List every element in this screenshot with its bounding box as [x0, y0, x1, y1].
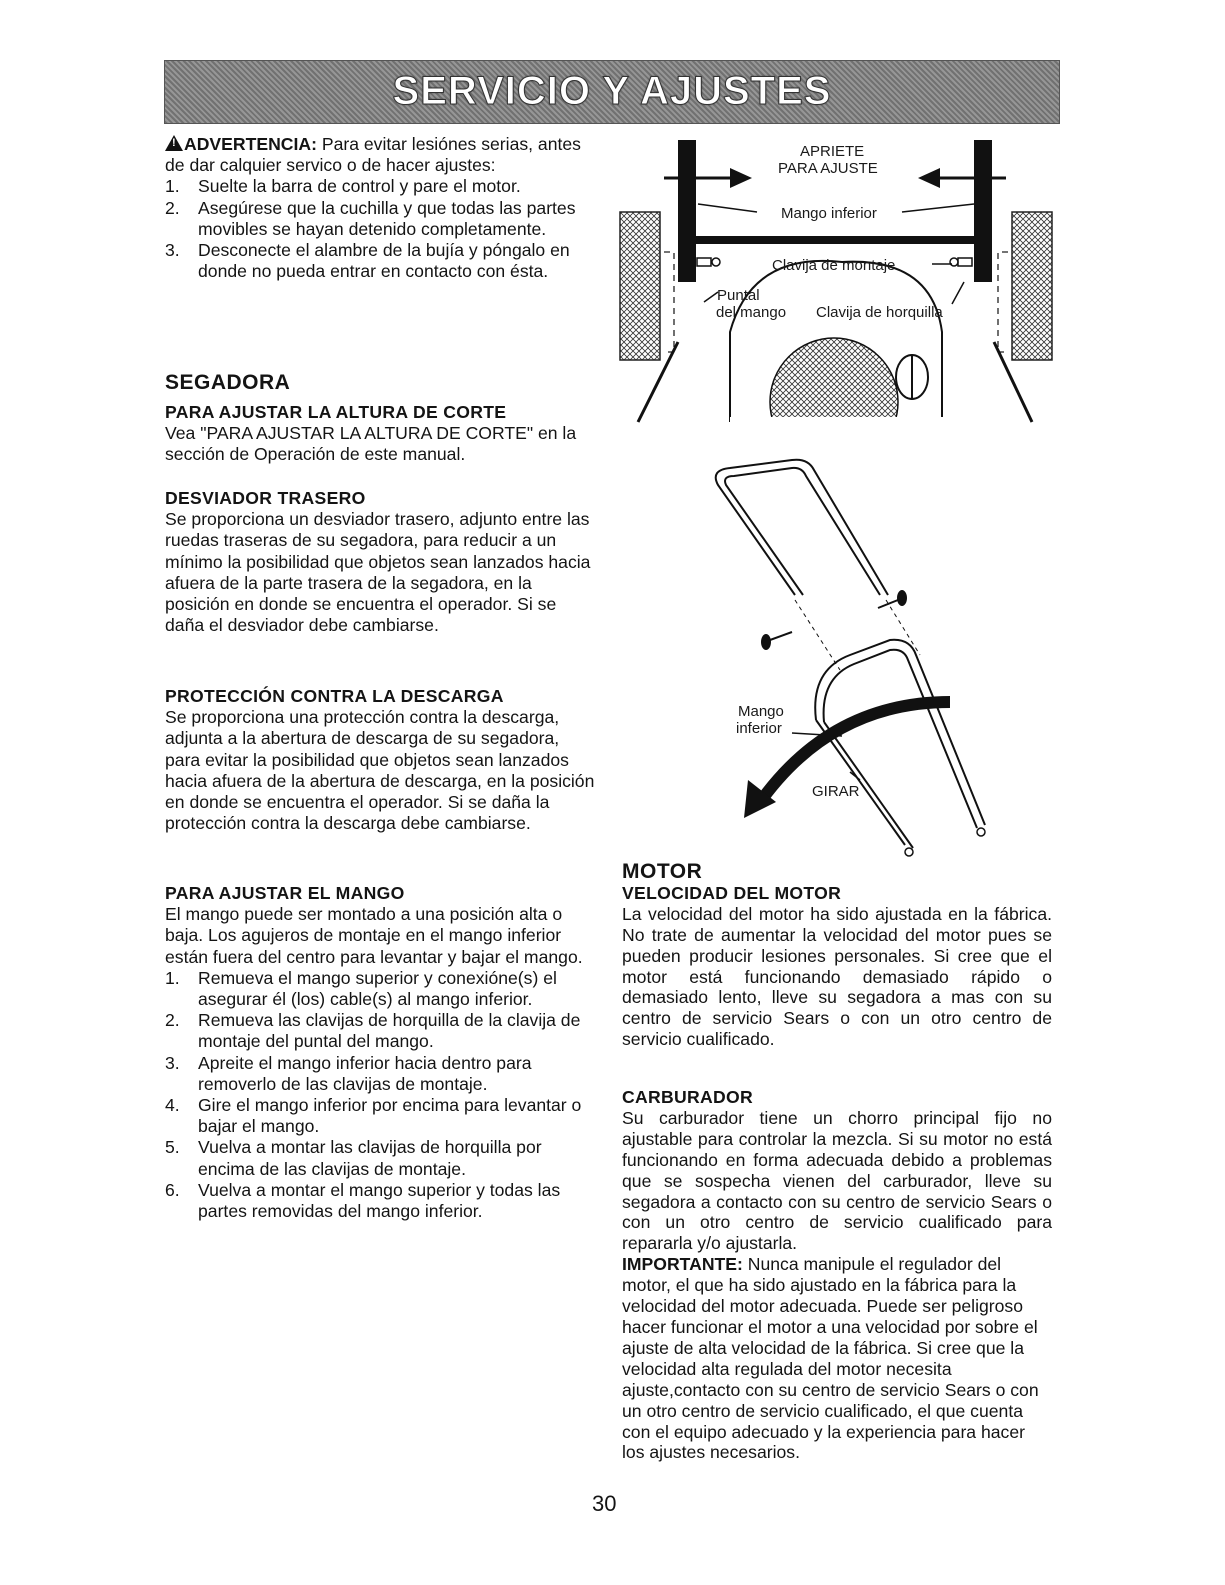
desviador-block: [165, 488, 595, 636]
label-apriete: APRIETE: [800, 143, 865, 160]
text-carburador: Su carburador tiene un chorro principal fijo no ajustable para controlar la mezcla. Si su motor no está funcionando en forma adecuada debido a problemas que se sospecha vienen del carburador, lleve su segadora a contacto con su centro de servicio Sears o con un otro centro de servicio cualificado para repararla y/o ajustarla.: [622, 1107, 1052, 1254]
section-title-motor: MOTOR: [622, 860, 703, 883]
important-text: Nunca manipule el regulador del motor, el que ha sido ajustado en la fábrica para la velocidad del motor adecuada. Puede ser peligroso hacer funcionar el motor a una velocidad por sobre el ajuste de alta velocidad de la fábrica. Si cree que la velocidad alta regulada del motor necesita ajuste,contacto con su centro de servicio Sears o con un otro centro de servicio cualificado, el que cuenta con el equipo adecuado y la experiencia para hacer los ajustes necesarios.: [622, 1254, 1039, 1463]
list-item: 3. Desconecte el alambre de la bujía y póngalo en donde no pueda entrar en contacto con ésta.: [165, 240, 570, 282]
left-wheel: [620, 212, 660, 360]
label-mango: Mango: [738, 703, 784, 720]
handle-rotate-illustration: [700, 440, 1000, 865]
segadora-section: [165, 372, 595, 393]
list-item: 1. Suelte la barra de control y pare el motor.: [165, 176, 521, 197]
carburador-block: [622, 1087, 1052, 1463]
label-del-mango: del mango: [716, 304, 787, 321]
right-wheel: [1012, 212, 1052, 360]
heading-altura: PARA AJUSTAR LA ALTURA DE CORTE: [165, 402, 507, 422]
heading-proteccion: PROTECCIÓN CONTRA LA DESCARGA: [165, 686, 504, 706]
label-clavija-horquilla: Clavija de horquilla: [816, 304, 943, 321]
label-inferior: inferior: [736, 720, 782, 737]
text-proteccion: Se proporciona una protección contra la descarga, adjunta a la abertura de descarga de su segadora, para evitar la posibilidad que objetos sean lanzados hacia afuera de la abertura de descarga, en la posición en donde se encuentra el operador. Si se daña la protección contra la descarga debe cambiarse.: [165, 707, 595, 834]
arrow-left-icon: [918, 168, 1006, 188]
heading-mango: PARA AJUSTAR EL MANGO: [165, 883, 405, 903]
altura-block: [165, 402, 595, 466]
warning-steps: [165, 176, 595, 282]
mounting-pin-icon: [950, 258, 972, 266]
label-girar: GIRAR: [812, 783, 860, 800]
banner-title: SERVICIO Y AJUSTES: [392, 69, 832, 113]
page-number: 30: [592, 1491, 617, 1516]
list-item: 2. Asegúrese que la cuchilla y que todas las partes movibles se hayan detenido completamente.: [165, 197, 576, 239]
motor-section: [622, 862, 1052, 1050]
mango-block: [165, 883, 595, 1222]
heading-velocidad: VELOCIDAD DEL MOTOR: [622, 882, 842, 903]
left-handle-bar: [678, 140, 696, 282]
bolt-icon: [878, 590, 907, 608]
warning-label: ADVERTENCIA:: [184, 134, 317, 154]
label-clavija-montaje: Clavija de montaje: [772, 257, 896, 274]
heading-desviador: DESVIADOR TRASERO: [165, 488, 366, 508]
section-banner: [164, 60, 1060, 124]
warning-text: Para evitar lesiónes serias, antes de dar calquier servico o de hacer ajustes:: [165, 134, 581, 176]
arrow-right-icon: [664, 168, 752, 188]
list-item: 1. Remueva el mango superior y conexióne(s) el asegurar él (los) cable(s) al mango inferior.: [165, 967, 557, 1010]
label-mango-inferior: Mango inferior: [781, 205, 877, 222]
list-item: 2. Remueva las clavijas de horquilla de la clavija de montaje del puntal del mango.: [165, 1010, 581, 1052]
text-velocidad: La velocidad del motor ha sido ajustada en la fábrica. No trate de aumentar la velocidad del motor pues se pueden producir lesiones personales. Si cree que el motor está funcionando demasiado rápido o demasiado lento, lleve su segadora a mas con su centro de servicio Sears o con un otro centro de servicio cualificado.: [622, 903, 1052, 1050]
list-item: 5. Vuelva a montar las clavijas de horquilla por encima de las clavijas de montaje.: [165, 1137, 542, 1179]
text-mango: El mango puede ser montado a una posición alta o baja. Los agujeros de montaje en el mango inferior están fuera del centro para levantar y bajar el mango.: [165, 904, 583, 967]
label-para-ajuste: PARA AJUSTE: [778, 160, 878, 177]
handle-mount-illustration: [612, 132, 1062, 432]
bolt-icon: [761, 632, 792, 650]
list-item: 6. Vuelva a montar el mango superior y todas las partes removidas del mango inferior.: [165, 1179, 561, 1222]
right-handle-bar: [974, 140, 992, 282]
text-desviador: Se proporciona un desviador trasero, adjunto entre las ruedas traseras de su segadora, para reducir a un mínimo la posibilidad que objetos sean lanzados hacia afuera de la parte trasera de la segadora, en la posición en donde se encuentra el operador. Si se daña el desviador debe cambiarse.: [165, 509, 591, 636]
proteccion-block: [165, 686, 595, 834]
text-altura: Vea "PARA AJUSTAR LA ALTURA DE CORTE" en la sección de Operación de este manual.: [165, 423, 577, 465]
list-item: 3. Apreite el mango inferior hacia dentro para removerlo de las clavijas de montaje.: [165, 1052, 532, 1094]
label-puntal: Puntal: [717, 287, 760, 304]
mounting-pin-icon: [697, 258, 720, 266]
list-item: 4. Gire el mango inferior por encima para levantar o bajar el mango.: [165, 1095, 582, 1137]
section-title-segadora: SEGADORA: [165, 371, 291, 394]
warning-block: [165, 134, 595, 282]
warning-triangle-icon: [165, 135, 183, 151]
heading-carburador: CARBURADOR: [622, 1087, 754, 1107]
cross-bar: [678, 236, 992, 244]
important-label: IMPORTANTE:: [622, 1254, 743, 1275]
mango-steps: [165, 968, 595, 1222]
